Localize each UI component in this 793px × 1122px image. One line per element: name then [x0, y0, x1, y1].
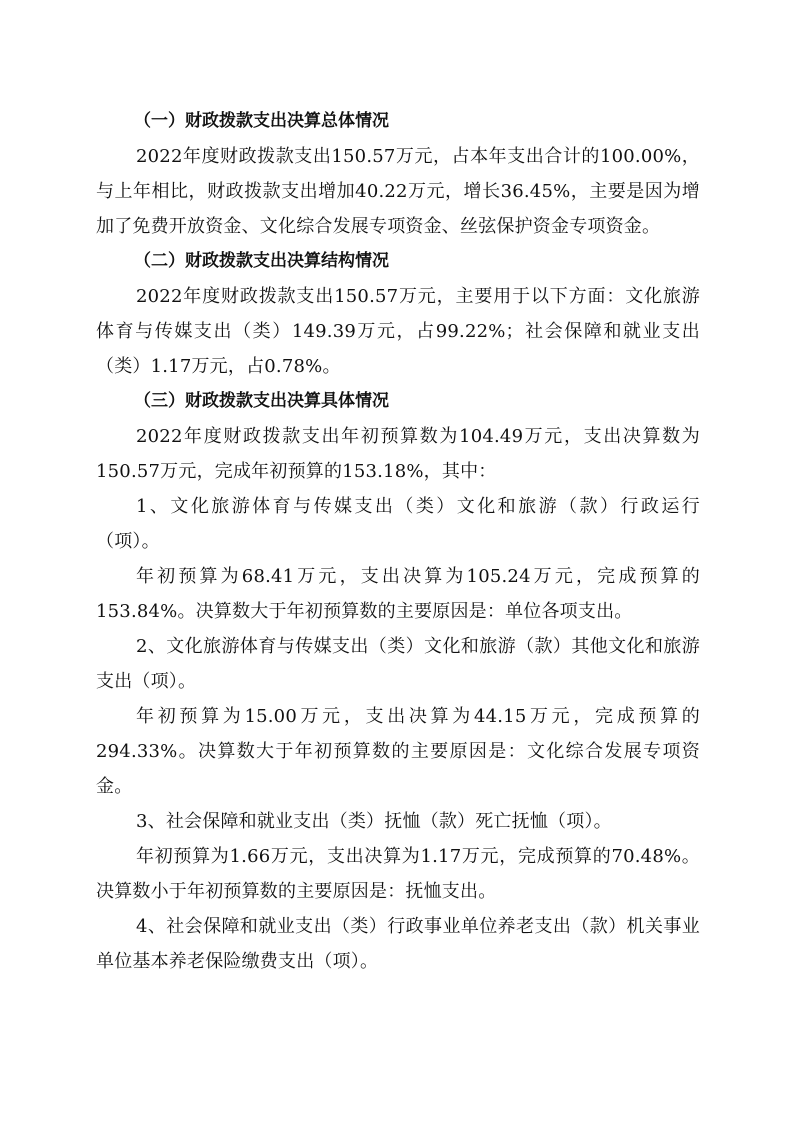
paragraph-specific-overview: 2022年度财政拨款支出年初预算数为104.49万元，支出决算数为150.57万元，完成年初预算的153.18%，其中： — [96, 426, 700, 482]
paragraph-item-2-detail: 年初预算为15.00万元，支出决算为44.15万元，完成预算的294.33%。决算数大于年初预算数的主要原因是：文化综合发展专项资金。 — [96, 706, 700, 797]
document-body — [96, 104, 700, 979]
section-heading-3: （三）财政拨款支出决算具体情况 — [134, 391, 389, 411]
paragraph-item-2-title: 2、文化旅游体育与传媒支出（类）文化和旅游（款）其他文化和旅游支出（项）。 — [96, 636, 700, 692]
paragraph-total-expenditure: 2022年度财政拨款支出150.57万元，占本年支出合计的100.00%，与上年相比，财政拨款支出增加40.22万元，增长36.45%，主要是因为增加了免费开放资金、文化综合发展专项资金、丝弦保护资金专项资金。 — [96, 146, 700, 237]
paragraph-item-1-detail: 年初预算为68.41万元，支出决算为105.24万元，完成预算的153.84%。决算数大于年初预算数的主要原因是：单位各项支出。 — [96, 566, 700, 622]
section-heading-2: （二）财政拨款支出决算结构情况 — [134, 251, 389, 271]
section-heading-1: （一）财政拨款支出决算总体情况 — [134, 111, 389, 131]
paragraph-item-3-title: 3、社会保障和就业支出（类）抚恤（款）死亡抚恤（项）。 — [136, 811, 612, 832]
paragraph-expenditure-structure: 2022年度财政拨款支出150.57万元，主要用于以下方面：文化旅游体育与传媒支出（类）149.39万元，占99.22%；社会保障和就业支出（类）1.17万元，占0.78%。 — [96, 286, 700, 377]
paragraph-item-4-title: 4、社会保障和就业支出（类）行政事业单位养老支出（款）机关事业单位基本养老保险缴费支出（项）。 — [96, 916, 700, 972]
paragraph-item-3-detail: 年初预算为1.66万元，支出决算为1.17万元，完成预算的70.48%。决算数小于年初预算数的主要原因是：抚恤支出。 — [96, 846, 700, 902]
paragraph-item-1-title: 1、文化旅游体育与传媒支出（类）文化和旅游（款）行政运行（项）。 — [96, 496, 700, 552]
